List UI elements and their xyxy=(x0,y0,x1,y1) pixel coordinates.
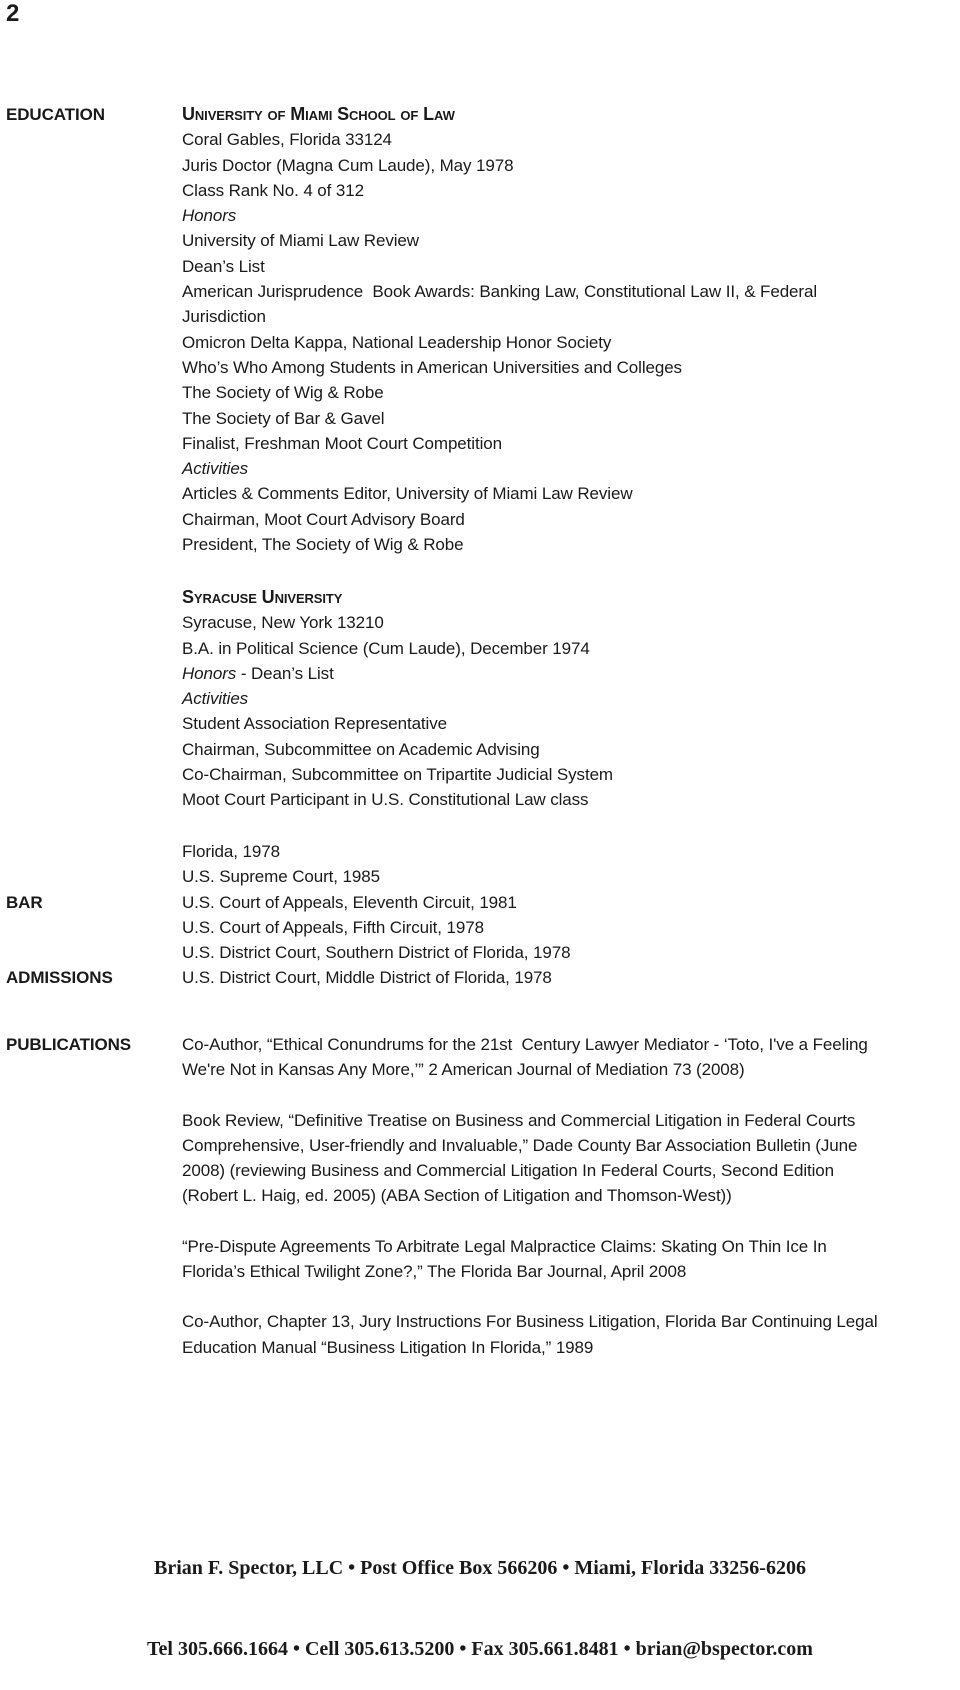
miami-line: Dean’s List xyxy=(182,256,265,276)
education-section-miami xyxy=(0,102,960,557)
publication-line: (Robert L. Haig, ed. 2005) (ABA Section of Litigation and Thomson-West)) xyxy=(182,1186,732,1206)
publication-line: Comprehensive, User-friendly and Invaluable,” Dade County Bar Association Bulletin (June xyxy=(182,1135,858,1155)
syracuse-line: Co-Chairman, Subcommittee on Tripartite Judicial System xyxy=(182,765,613,785)
education-syracuse-content xyxy=(182,585,960,813)
page-number: 2 xyxy=(6,0,20,27)
miami-line: Articles & Comments Editor, University of Miami Law Review xyxy=(182,484,633,504)
miami-line: American Jurisprudence Book Awards: Banking Law, Constitutional Law II, & Federal xyxy=(182,282,817,302)
syracuse-honors-subheading: Honors xyxy=(182,663,237,683)
miami-line: Jurisdiction xyxy=(182,307,266,327)
miami-line: Juris Doctor (Magna Cum Laude), May 1978 xyxy=(182,155,514,175)
bar-admission-item: U.S. Supreme Court, 1985 xyxy=(182,867,380,887)
syracuse-honors-value: - Dean’s List xyxy=(236,663,334,683)
bar-admission-item: U.S. District Court, Southern District of Florida, 1978 xyxy=(182,943,571,963)
miami-school-heading: University of Miami School of Law xyxy=(182,104,455,124)
miami-line: Finalist, Freshman Moot Court Competition xyxy=(182,433,502,453)
education-section-syracuse xyxy=(0,585,960,813)
publication-line: We're Not in Kansas Any More,’” 2 American Journal of Mediation 73 (2008) xyxy=(182,1060,745,1080)
miami-line: Coral Gables, Florida 33124 xyxy=(182,130,392,150)
syracuse-line: Chairman, Subcommittee on Academic Advising xyxy=(182,739,540,759)
publications-section xyxy=(0,1032,960,1360)
footer-address-line: Brian F. Spector, LLC • Post Office Box 566206 • Miami, Florida 33256-6206 xyxy=(154,1557,806,1579)
publication-line: Education Manual “Business Litigation In Florida,” 1989 xyxy=(182,1337,594,1357)
publication-entry xyxy=(182,1032,960,1083)
bar-admissions-label xyxy=(0,839,182,1041)
bar-admission-item: U.S. Court of Appeals, Fifth Circuit, 1978 xyxy=(182,917,484,937)
bar-admissions-label-line1: BAR xyxy=(6,892,43,912)
miami-line: Chairman, Moot Court Advisory Board xyxy=(182,509,465,529)
education-miami-content xyxy=(182,102,960,557)
publications-content xyxy=(182,1032,960,1360)
miami-line: President, The Society of Wig & Robe xyxy=(182,535,464,555)
miami-line: The Society of Bar & Gavel xyxy=(182,408,385,428)
syracuse-school-heading: Syracuse University xyxy=(182,587,343,607)
publication-line: Co-Author, Chapter 13, Jury Instructions For Business Litigation, Florida Bar Continuing Legal xyxy=(182,1312,878,1332)
syracuse-line: Moot Court Participant in U.S. Constitutional Law class xyxy=(182,790,589,810)
publication-entry xyxy=(182,1108,960,1209)
miami-activities-subheading: Activities xyxy=(182,459,249,479)
footer-phone-line: Tel 305.666.1664 • Cell 305.613.5200 • Fax 305.661.8481 • brian@bspector.com xyxy=(147,1638,813,1660)
bar-admission-item: Florida, 1978 xyxy=(182,842,280,861)
education-label: EDUCATION xyxy=(6,105,105,124)
contact-footer xyxy=(0,1501,960,1690)
publications-label: PUBLICATIONS xyxy=(6,1035,132,1054)
miami-honors-subheading: Honors xyxy=(182,206,237,226)
publication-line: 2008) (reviewing Business and Commercial Litigation In Federal Courts, Second Edition xyxy=(182,1161,835,1181)
syracuse-line: B.A. in Political Science (Cum Laude), December 1974 xyxy=(182,638,590,658)
miami-line: Class Rank No. 4 of 312 xyxy=(182,180,364,200)
syracuse-honors-line xyxy=(182,661,960,686)
publication-line: Florida’s Ethical Twilight Zone?,” The Florida Bar Journal, April 2008 xyxy=(182,1262,687,1282)
publication-entry xyxy=(182,1309,960,1360)
publication-entry xyxy=(182,1234,960,1285)
miami-line: The Society of Wig & Robe xyxy=(182,383,384,403)
syracuse-activities-subheading: Activities xyxy=(182,689,249,709)
bar-admissions-section xyxy=(0,839,960,1041)
bar-admissions-content xyxy=(182,839,960,991)
syracuse-line: Syracuse, New York 13210 xyxy=(182,613,384,633)
publication-line: “Pre-Dispute Agreements To Arbitrate Legal Malpractice Claims: Skating On Thin Ice In xyxy=(182,1236,827,1256)
miami-line: Omicron Delta Kappa, National Leadership Honor Society xyxy=(182,332,612,352)
publication-line: Co-Author, “Ethical Conundrums for the 21st Century Lawyer Mediator - ‘Toto, I've a Feeling xyxy=(182,1035,868,1054)
miami-line: Who’s Who Among Students in American Universities and Colleges xyxy=(182,357,682,377)
bar-admissions-label-line2: ADMISSIONS xyxy=(6,968,113,988)
publication-line: Book Review, “Definitive Treatise on Business and Commercial Litigation in Federal Courts xyxy=(182,1110,856,1130)
syracuse-line: Student Association Representative xyxy=(182,714,447,734)
bar-admission-item: U.S. Court of Appeals, Eleventh Circuit, 1981 xyxy=(182,892,517,912)
miami-line: University of Miami Law Review xyxy=(182,231,419,251)
bar-admission-item: U.S. District Court, Middle District of Florida, 1978 xyxy=(182,968,552,988)
